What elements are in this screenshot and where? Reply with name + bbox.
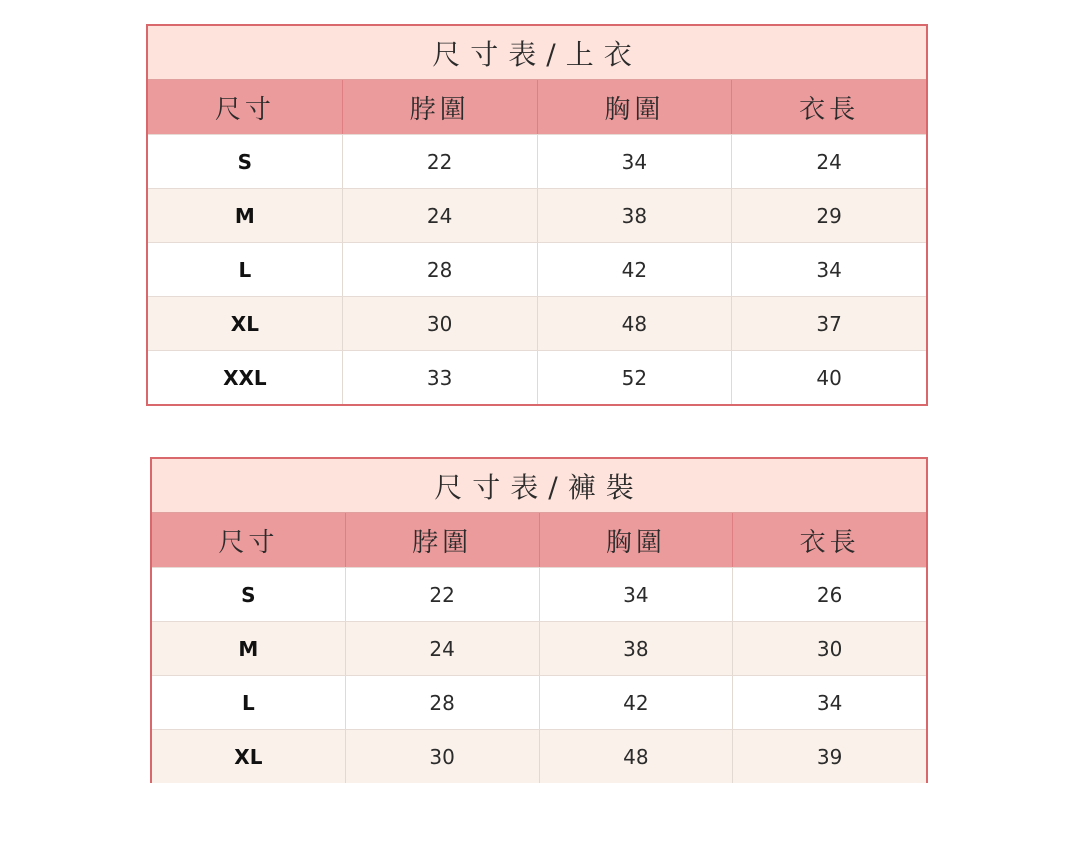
- table-row: [148, 296, 926, 350]
- length-cell: 29: [816, 203, 842, 228]
- neck-cell: 22: [346, 568, 540, 621]
- length-cell: 40: [816, 365, 842, 390]
- chest-cell: 34: [538, 135, 733, 188]
- chest-cell: 52: [538, 351, 733, 404]
- header-length: 衣長: [799, 527, 860, 558]
- table-row: [152, 675, 926, 729]
- size-cell: M: [148, 189, 343, 242]
- header-size: 尺寸: [148, 80, 343, 134]
- table-row: [152, 621, 926, 675]
- table-row: [152, 729, 926, 783]
- neck-cell: 33: [343, 351, 538, 404]
- table-title: 尺寸表/上衣: [148, 26, 926, 80]
- chest-cell: 34: [540, 568, 734, 621]
- header-neck: 脖圍: [343, 80, 538, 134]
- chest-cell: 42: [540, 676, 734, 729]
- length-cell: 26: [816, 582, 843, 607]
- length-cell: 37: [816, 311, 842, 336]
- neck-cell: 28: [346, 676, 540, 729]
- neck-cell: 24: [343, 189, 538, 242]
- neck-cell: 24: [346, 622, 540, 675]
- length-cell: 30: [816, 636, 843, 661]
- size-table-pants: [150, 457, 928, 783]
- size-cell: L: [152, 676, 346, 729]
- table-title: 尺寸表/褲裝: [152, 459, 926, 513]
- size-cell: S: [152, 568, 346, 621]
- header-neck: 脖圍: [346, 513, 540, 567]
- size-cell: M: [152, 622, 346, 675]
- table-row: [148, 350, 926, 404]
- size-cell: L: [148, 243, 343, 296]
- neck-cell: 28: [343, 243, 538, 296]
- chest-cell: 38: [540, 622, 734, 675]
- table-row: [148, 134, 926, 188]
- table-header-row: [148, 80, 926, 134]
- size-cell: XL: [152, 730, 346, 783]
- header-chest: 胸圍: [540, 513, 734, 567]
- size-cell: XL: [148, 297, 343, 350]
- chest-cell: 48: [538, 297, 733, 350]
- size-table-tops: [146, 24, 928, 406]
- table-body: [152, 567, 926, 783]
- chest-cell: 38: [538, 189, 733, 242]
- table-row: [148, 242, 926, 296]
- table-header-row: [152, 513, 926, 567]
- table-row: [152, 567, 926, 621]
- neck-cell: 30: [346, 730, 540, 783]
- table-row: [148, 188, 926, 242]
- chest-cell: 48: [540, 730, 734, 783]
- neck-cell: 30: [343, 297, 538, 350]
- length-cell: 39: [816, 744, 843, 769]
- header-length: 衣長: [799, 94, 860, 125]
- size-cell: S: [148, 135, 343, 188]
- header-size: 尺寸: [152, 513, 346, 567]
- size-cell: XXL: [148, 351, 343, 404]
- length-cell: 34: [816, 257, 842, 282]
- neck-cell: 22: [343, 135, 538, 188]
- header-chest: 胸圍: [538, 80, 733, 134]
- length-cell: 34: [816, 690, 843, 715]
- chest-cell: 42: [538, 243, 733, 296]
- table-body: [148, 134, 926, 404]
- length-cell: 24: [816, 149, 842, 174]
